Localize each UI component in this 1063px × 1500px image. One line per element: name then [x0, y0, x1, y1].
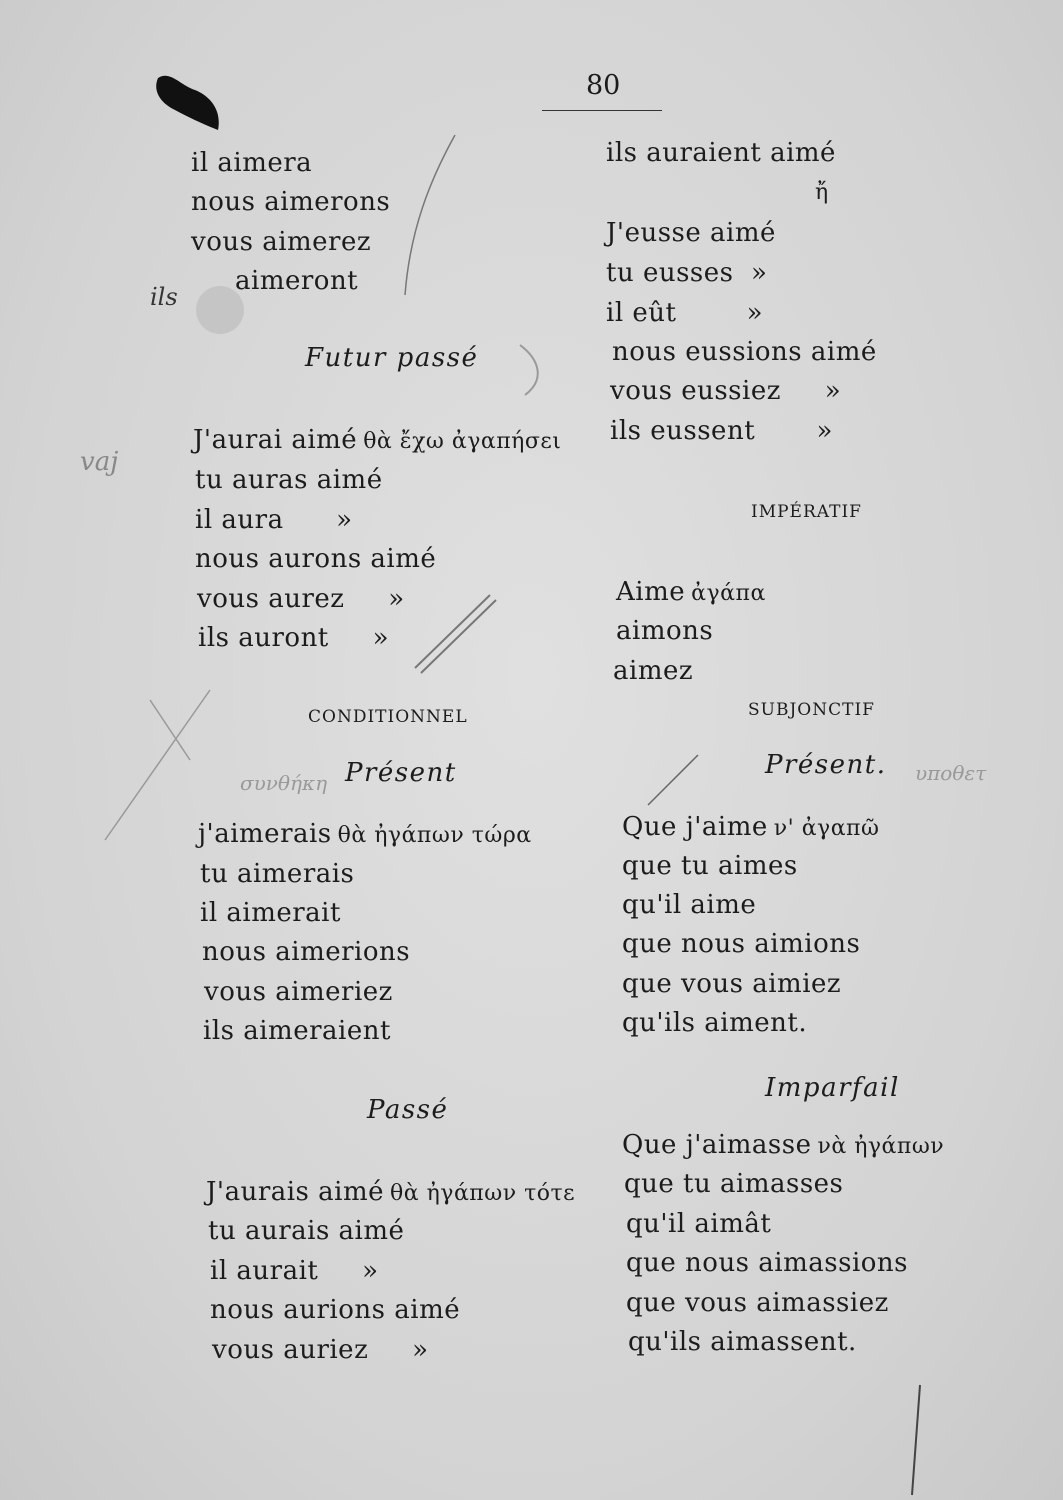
french-text: Aime	[616, 577, 686, 607]
conjugation-line	[622, 1130, 944, 1160]
pencil-cross	[105, 690, 210, 840]
pencil-margin-line	[912, 1385, 920, 1495]
section-heading: Futur passé	[305, 343, 479, 373]
conjugation-line: tu aurais aimé	[208, 1216, 405, 1246]
pencil-note: ils	[150, 283, 178, 311]
pencil-strike	[415, 595, 496, 673]
conjugation-line	[622, 812, 879, 842]
conjugation-line: qu'ils aiment.	[622, 1008, 808, 1038]
conjugation-line: aimez	[613, 656, 694, 686]
conjugation-line: que nous aimions	[622, 929, 861, 959]
french-text: J'aurai aimé	[193, 425, 358, 455]
conjugation-line: ils auront »	[198, 623, 389, 653]
ink-blot	[156, 76, 219, 130]
conjugation-line: qu'ils aimassent.	[628, 1327, 857, 1357]
text-line: nous aimerons	[191, 187, 391, 217]
text-line: aimeront	[235, 266, 359, 296]
conjugation-line: il aurait »	[210, 1256, 379, 1286]
french-text: j'aimerais	[198, 819, 332, 849]
conjugation-line: nous aurons aimé	[195, 544, 437, 574]
conjugation-line	[198, 819, 532, 849]
text-line: ils auraient aimé	[606, 138, 836, 168]
conjugation-line: tu aimerais	[200, 859, 355, 889]
pencil-curve	[405, 135, 455, 295]
french-text: Que j'aime	[622, 812, 768, 842]
conjugation-line: vous aurez »	[197, 584, 405, 614]
greek-gloss: ν' ἀγαπῶ	[773, 816, 880, 841]
tense-heading: Présent.	[765, 750, 887, 780]
french-text: Que j'aimasse	[622, 1130, 812, 1160]
conjugation-line: qu'il aime	[622, 890, 757, 920]
conjugation-line: nous aurions aimé	[210, 1295, 461, 1325]
pencil-scribble	[520, 345, 538, 395]
conjugation-line	[616, 577, 766, 607]
conjugation-line: que nous aimassions	[626, 1248, 909, 1278]
page-number-rule	[542, 110, 662, 111]
tense-heading: Passé	[367, 1095, 449, 1125]
conjugation-line: il aimerait	[200, 898, 341, 928]
or-mark: ἤ	[815, 180, 829, 205]
page-number: 80	[586, 70, 621, 101]
conjugation-line: vous auriez »	[212, 1335, 429, 1365]
text-line: il aimera	[191, 148, 313, 178]
greek-gloss: θὰ ἔχω ἀγαπήσει	[363, 429, 562, 454]
text-line: vous aimerez	[191, 227, 372, 257]
tense-heading: Imparfail	[765, 1073, 900, 1103]
greek-gloss: νὰ ἠγάπων	[817, 1134, 945, 1159]
conjugation-line: que tu aimasses	[624, 1169, 844, 1199]
french-text: J'aurais aimé	[206, 1177, 385, 1207]
tense-heading: Présent	[345, 758, 457, 788]
text-line: ils eussent »	[610, 416, 833, 446]
conjugation-line: nous aimerions	[202, 937, 411, 967]
conjugation-line	[193, 425, 561, 455]
conjugation-line: vous aimeriez	[204, 977, 393, 1007]
text-line: il eût »	[606, 298, 763, 328]
conjugation-line: ils aimeraient	[203, 1016, 391, 1046]
conjugation-line: aimons	[616, 616, 714, 646]
pencil-note: συνθήκη	[240, 771, 328, 795]
conjugation-line: qu'il aimât	[626, 1209, 772, 1239]
mood-heading: CONDITIONNEL	[308, 707, 468, 727]
text-line: nous eussions aimé	[612, 337, 877, 367]
pencil-note: υποθετ	[915, 761, 987, 785]
mood-heading: IMPÉRATIF	[751, 502, 862, 522]
text-line: tu eusses »	[606, 258, 768, 288]
pencil-stroke	[648, 755, 698, 805]
conjugation-line: que vous aimiez	[622, 969, 842, 999]
mood-heading: SUBJONCTIF	[748, 700, 875, 720]
greek-gloss: θὰ ἠγάπων τώρα	[337, 823, 532, 848]
pencil-note: vaj	[80, 447, 119, 477]
conjugation-line: que tu aimes	[622, 851, 798, 881]
conjugation-line: que vous aimassiez	[626, 1288, 889, 1318]
text-line: J'eusse aimé	[606, 218, 776, 248]
conjugation-line: tu auras aimé	[195, 465, 383, 495]
text-line: vous eussiez »	[610, 376, 842, 406]
conjugation-line: il aura »	[195, 505, 353, 535]
greek-gloss: ἀγάπα	[691, 581, 766, 606]
conjugation-line	[206, 1177, 575, 1207]
greek-gloss: θὰ ἠγάπων τότε	[390, 1181, 576, 1206]
